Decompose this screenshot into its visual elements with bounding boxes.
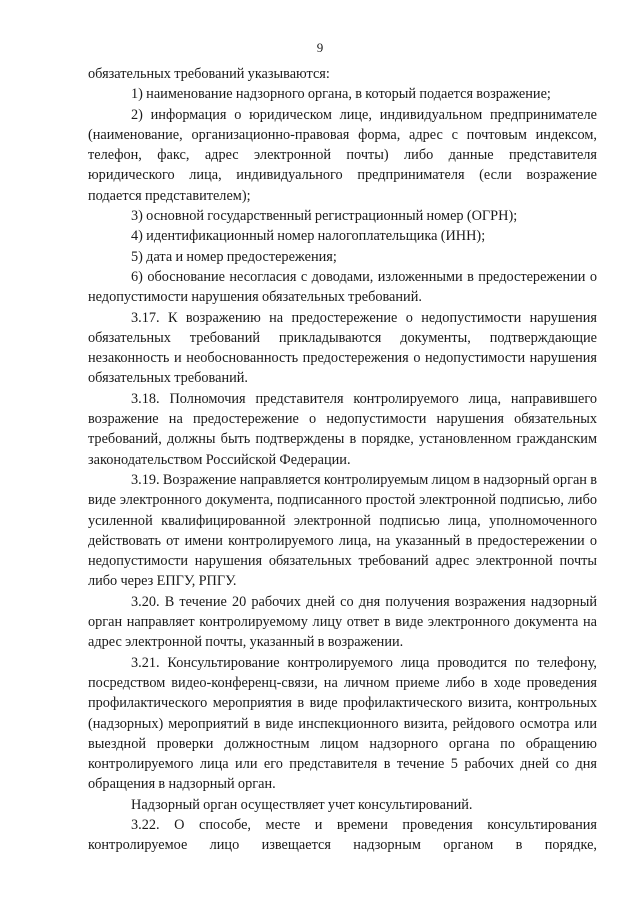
clause-3-20: 3.20. В течение 20 рабочих дней со дня получения возражения надзорный орган направляет контролируемому лицу ответ в виде электронного документа на адрес электронной почты, указанный в возражении. [88, 593, 597, 651]
clause-3-22: 3.22. О способе, месте и времени проведения консультирования контролируемое лицо извещается надзорным органом в порядке, [88, 816, 597, 854]
list-item-6-justification: 6) обоснование несогласия с доводами, изложенными в предостережении о недопустимости нарушения обязательных требований. [88, 268, 597, 306]
list-item-4-inn: 4) идентификационный номер налогоплательщика (ИНН); [131, 228, 486, 245]
clause-consultation-record: Надзорный орган осуществляет учет консультирований. [131, 796, 473, 813]
paragraph-intro-continuation: обязательных требований указываются: [88, 66, 330, 82]
clause-3-17: 3.17. К возражению на предостережение о недопустимости нарушения обязательных требований прикладываются документы, подтверждающие незаконность и необоснованность предостережения о недопустимости нарушения обязательных требований. [88, 309, 597, 387]
clause-3-18: 3.18. Полномочия представителя контролируемого лица, направившего возражение на предостережение о недопустимости нарушения обязательных требований, должны быть подтверждены в порядке, установленном гражданским законодательством Российской Федерации. [88, 390, 597, 468]
list-item-2-entity-info: 2) информация о юридическом лице, индивидуальном предпринимателе (наименование, организационно-правовая форма, адрес с почтовым индексом, телефон, факс, адрес электронной почты) либо данные представителя юридического лица, индивидуального предпринимателя (если возражение подается представителем); [88, 106, 597, 204]
clause-3-21: 3.21. Консультирование контролируемого лица проводится по телефону, посредством видео-конференц-связи, на личном приеме либо в ходе проведения профилактического мероприятия в виде профилактического визита, контрольных (надзорных) мероприятий в виде инспекционного визита, рейдового осмотра или выездной проверки должностным лицом надзорного органа по обращению контролируемого лица или его представителя в течение 5 рабочих дней со дня обращения в надзорный орган. [88, 654, 597, 793]
list-item-5-warning-date: 5) дата и номер предостережения; [131, 248, 337, 265]
clause-3-19: 3.19. Возражение направляется контролируемым лицом в надзорный орган в виде электронного документа, подписанного простой электронной подписью, либо усиленной квалифицированной электронной подписью лица, уполномоченного действовать от имени контролируемого лица, на указанный в предостережении о недопустимости нарушения обязательных требований адрес электронной почты либо через ЕПГУ, РПГУ. [88, 471, 597, 590]
document-body [88, 64, 597, 856]
page-number: 9 [316, 40, 324, 55]
list-item-1-authority-name: 1) наименование надзорного органа, в который подается возражение; [131, 86, 551, 103]
list-item-3-ogrn: 3) основной государственный регистрационный номер (ОГРН); [131, 208, 518, 225]
